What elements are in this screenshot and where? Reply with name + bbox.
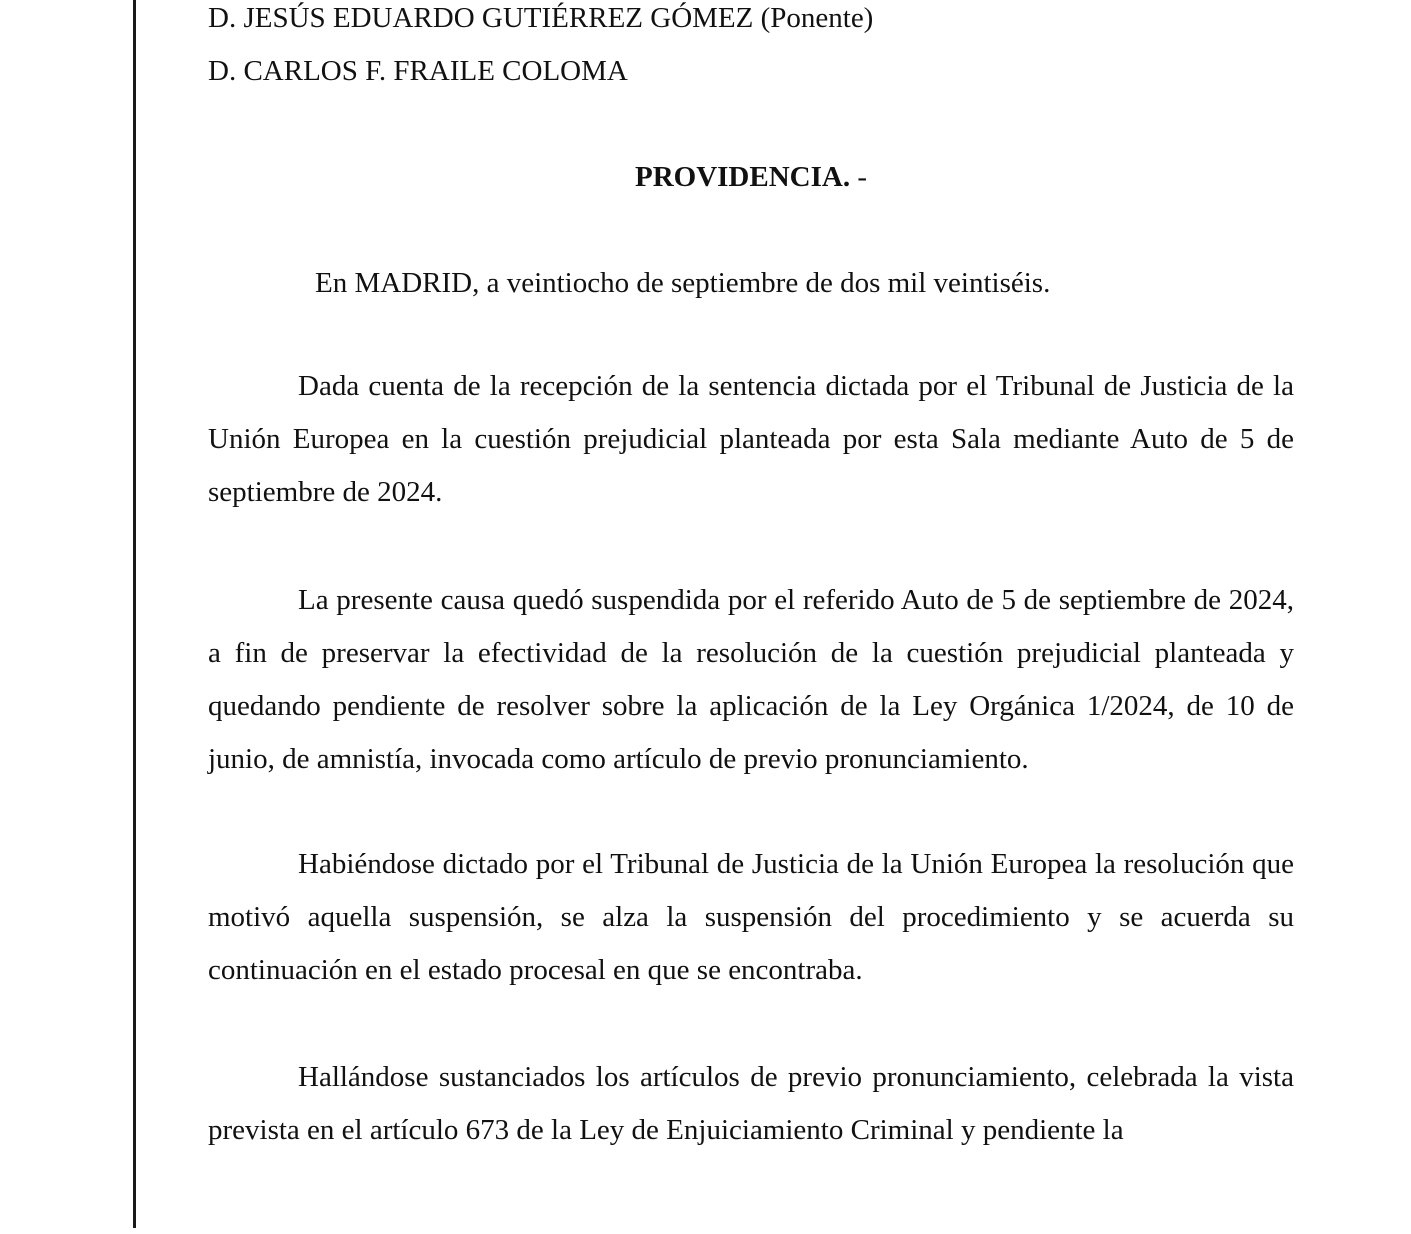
paragraph-1: Dada cuenta de la recepción de la sentencia dictada por el Tribunal de Justicia de la Unión Europea en la cuestión prejudicial planteada por esta Sala mediante Auto de 5 de septiembre de 2024. — [208, 370, 1294, 508]
date-line: En MADRID, a veintiocho de septiembre de dos mil veintiséis. — [315, 267, 1051, 299]
judge-line-2: D. CARLOS F. FRAILE COLOMA — [208, 55, 628, 87]
paragraph-4: Hallándose sustanciados los artículos de previo pronunciamiento, celebrada la vista prevista en el artículo 673 de la Ley de Enjuiciamiento Criminal y pendiente la — [208, 1061, 1294, 1146]
paragraph-3: Habiéndose dictado por el Tribunal de Justicia de la Unión Europea la resolución que motivó aquella suspensión, se alza la suspensión del procedimiento y se acuerda su continuación en el estado procesal en que se encontraba. — [208, 848, 1294, 986]
heading-dash: - — [850, 161, 867, 193]
heading-title: PROVIDENCIA. — [634, 161, 851, 193]
paragraph-2: La presente causa quedó suspendida por el referido Auto de 5 de septiembre de 2024, a fin de preservar la efectividad de la resolución de la cuestión prejudicial planteada y quedando pendiente de resolver sobre la aplicación de la Ley Orgánica 1/2024, de 10 de junio, de amnistía, invocada como artículo de previo pronunciamiento. — [208, 584, 1294, 775]
judge-line-1: D. JESÚS EDUARDO GUTIÉRREZ GÓMEZ (Ponente) — [208, 2, 874, 34]
left-margin-rule — [133, 0, 136, 1228]
document-heading — [208, 159, 1294, 195]
